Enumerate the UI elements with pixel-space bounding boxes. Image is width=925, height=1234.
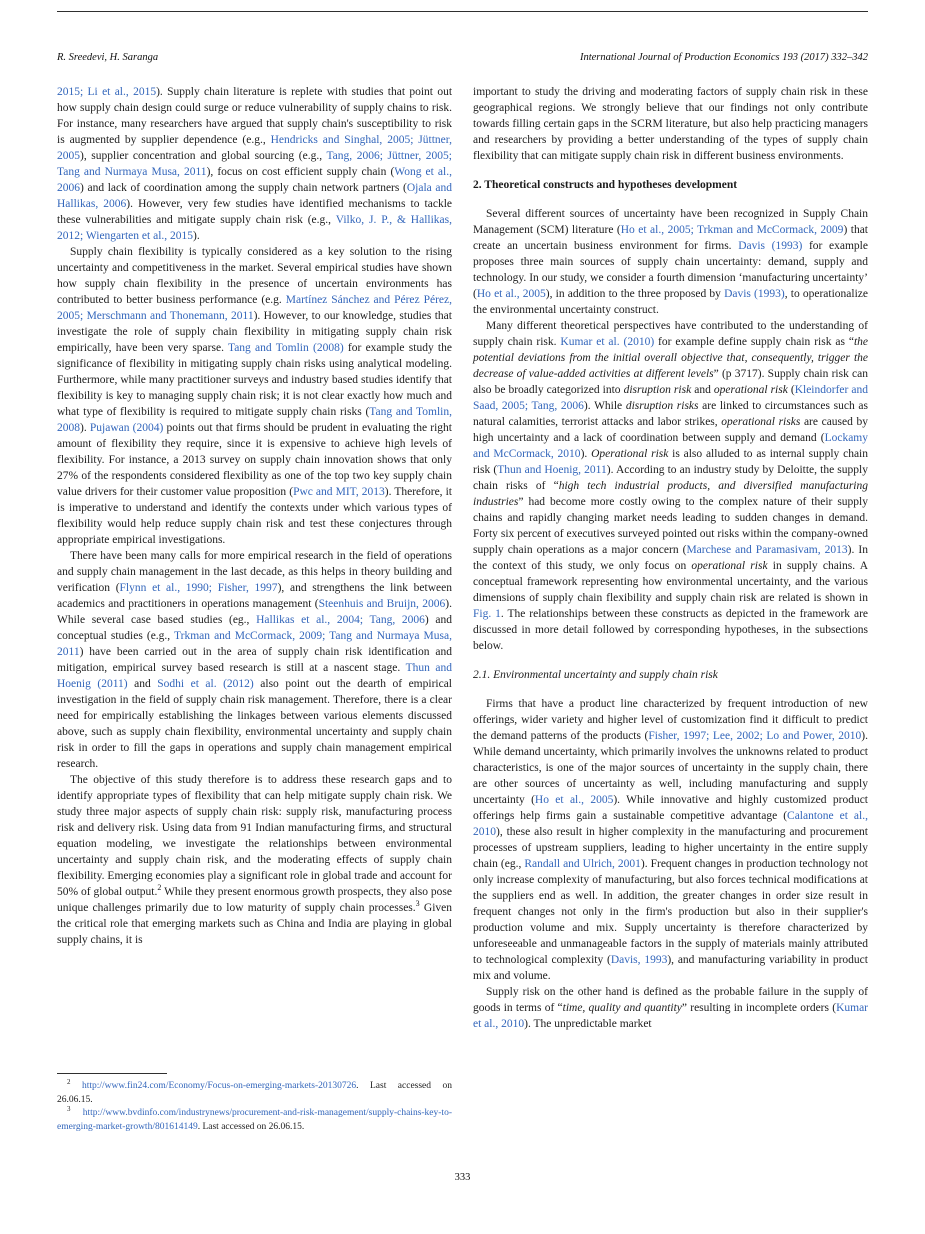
citation-link[interactable]: Lockamy and McCormack, 2010 [473,432,868,460]
footnote-marker[interactable]: 3 [415,899,420,909]
paragraph [473,984,868,1032]
page-number: 333 [454,1172,471,1183]
citation-link[interactable]: Ojala and Hallikas, 2006 [57,182,452,210]
text-run: ), supplier concentration and global sourcing (e.g., [80,150,327,162]
citation-link[interactable]: Randall and Ulrich, 2001 [524,858,641,870]
text-run: are caused by high uncertainty and a lack of coordination between supply and demand ( [473,416,869,444]
text-run: , to operationalize the environmental uncertainty construct. [473,288,869,316]
running-head-authors: R. Sreedevi, H. Saranga [57,52,159,63]
text-run: ), in addition to the three proposed by [545,288,725,300]
text-run: ). [80,422,90,434]
citation-link[interactable]: Hallikas et al., 2004; Tang, 2006 [256,614,425,626]
text-run: for example define supply chain risk as “ [654,336,854,348]
text-run: Several different sources of uncertainty have been recognized in Supply Chain Management (SCM) literature ( [473,208,868,236]
text-run: also point out the dearth of empirical investigation in the field of supply chain risk management. Therefore, there is a clear need for empirically establishing the linkages between various elements discussed above, such as supply chain flexibility, environmental uncertainty and supply chain risk in order to fill the gaps in operations and supply chain management empirical research. [57,678,452,770]
paragraph [57,772,452,948]
citation-link[interactable]: Pwc and MIT, 2013 [293,486,385,498]
citation-link[interactable]: Davis (1993) [738,240,803,252]
citation-link[interactable]: Tang and Tomlin (2008) [227,342,344,354]
text-run: Supply chain flexibility is typically considered as a key solution to the rising uncertainty and competitiveness in the market. Several empirical studies have shown how supply chain flexibility in the presence of uncertain environments has contributed to better business performance (e.g. [57,246,452,306]
paragraph [57,548,452,772]
citation-link[interactable]: Sodhi et al. (2012) [157,678,254,690]
citation-link[interactable]: Thun and Hoenig (2011) [57,662,452,690]
citation-link[interactable]: Flynn et al., 1990; Fisher, 1997 [119,582,278,594]
text-run: important to study the driving and moderating factors of supply chain risk in these geographical regions. We strongly believe that our findings not only contribute towards filling certain gaps in the SCRM literature, but also help practicing managers and researchers by providing a better understanding of the types of supply chain flexibility that can mitigate supply chain risk in different business environments. [473,86,868,162]
citation-link[interactable]: Ho et al., 2005 [534,794,614,806]
text-run: ) that create an uncertain business environment for firms. [473,224,868,252]
citation-link[interactable]: Ho et al., 2005 [476,288,546,300]
footnote-rule [57,1073,167,1074]
paragraph [473,318,868,654]
citation-link[interactable]: Davis (1993) [724,288,785,300]
footnote [57,1104,452,1134]
paragraph [473,206,868,318]
text-run: ). However, to our knowledge, studies that investigate the role of supply chain flexibility in mitigating supply chain risk empirically, have been very sparse. [57,310,452,354]
text-run: The objective of this study therefore is to address these research gaps and to identify appropriate types of flexibility that can help mitigate supply chain risk. We study three major aspects of supply chain risk: supply risk, manufacturing process risk and delivery risk. Using data from 91 Indian manufacturing firms, and structural equation modeling, we investigate the relationships between environmental uncertainty and supply chain risk, and the moderating effects of supply chain flexibility. Emerging economies play a significant role in global trade and account for 50% of global output. [57,774,452,898]
citation-link[interactable]: Ho et al., 2005; Trkman and McCormack, 2009 [620,224,844,236]
emphasis-text: operational risk [691,560,768,572]
text-run: ). In the context of this study, we only focus on [473,544,868,572]
text-run: ) and conceptual studies (e.g., [57,614,453,642]
text-run: ). Frequent changes in production technology not only increase complexity of manufacturing, but also forces technical modifications at the suppliers end as well. In addition, the greater changes in order size result in frequent changes not only in the firm's production but also in their supplier's production volume and mix. Supply uncertainty is therefore characterized by unforeseeable and unmanageable factors in the supply of materials mainly attributed to technological complexity ( [473,858,868,966]
text-run: ) and lack of coordination among the supply chain network partners ( [80,182,407,194]
text-run: for example study the significance of flexibility in mitigating supply chain risks using analytical modeling. Furthermore, while many practitioner surveys and industry based studies identify that flexibility is key to managing supply chain risk; it is not clear exactly how much and what type of flexibility is required to mitigate supply chain risks ( [57,342,452,418]
text-run: ). Therefore, it is imperative to understand and identify the contexts under which various types of flexibility would help reduce supply chain risk and test these conjectures through appropriate empirical investigations. [57,486,452,546]
text-run: Given the critical role that emerging markets such as China and India are playing in global supply chains, it is [57,902,452,946]
text-run: ( [787,384,795,396]
text-run: and [127,678,158,690]
text-run: ) have been carried out in the area of supply chain risk identification and mitigation, empirical survey based research is still at a nascent stage. [57,646,452,674]
text-run: ” resulting in incomplete orders ( [681,1002,837,1014]
citation-link[interactable]: Trkman and McCormack, 2009; Tang and Nurmaya Musa, 2011 [57,630,452,658]
emphasis-text: time, quality and quantity [562,1002,682,1014]
citation-link[interactable]: http://www.bvdinfo.com/industrynews/procurement-and-risk-management/supply-chains-key-to-emerging-market-growth/801614149 [57,1108,452,1132]
text-run: ” (p 3717). Supply chain risk can also be broadly categorized into [473,368,868,396]
paragraph [473,84,868,164]
section-heading: 2. Theoretical constructs and hypotheses development [473,179,738,191]
footnote-marker[interactable]: 2 [67,1077,71,1086]
emphasis-text: the potential deviations from the initial overall objective that, consequently, trigger the decrease of value-added activities at different levels [473,336,868,380]
text-run: ). While several case based studies (eg., [57,598,452,626]
text-run: Supply risk on the other hand is defined as the probable failure in the supply of goods in terms of “ [473,986,868,1014]
citation-link[interactable]: Pujawan (2004) [89,422,164,434]
text-run [71,1108,83,1118]
text-run: . Last accessed on 26.06.15. [197,1121,305,1132]
text-run: ), these also result in higher complexity in the manufacturing and procurement processes of upstream suppliers, leading to higher uncertainty in the entire supply chain (eg., [473,826,868,870]
text-run: While they present enormous growth prospects, they also pose unique challenges primarily due to low maturity of supply chain processes. [57,886,453,914]
footnote [57,1077,453,1107]
text-run: ), and strengthens the link between academics and practitioners in operations management ( [57,582,452,610]
text-run: ). While demand uncertainty, which primarily involves the unknowns related to product characteristics, is one of the major sources of uncertainty in the supply chain, there are other sources of uncertainty as well, including manufacturing and supply uncertainty ( [473,730,868,806]
text-run: ), focus on cost efficient supply chain ( [206,166,395,178]
text-run: is also alluded to as internal supply chain risk ( [473,448,868,476]
text-run: . The relationships between these constructs as depicted in the framework are discussed in more detail followed by corresponding hypotheses, in the subsections below. [473,608,869,652]
citation-link[interactable]: Tang and Tomlin, 2008 [57,406,452,434]
citation-link[interactable]: 2015; Li et al., 2015 [57,86,157,98]
text-run: ). While innovative and highly customized product offerings help firms gain a sustainable competitive advantage ( [473,794,868,822]
citation-link[interactable]: Davis, 1993 [610,954,668,966]
text-run: ). [580,448,592,460]
right-column [473,84,868,1032]
subsection-heading: 2.1. Environmental uncertainty and supply chain risk [473,669,718,681]
text-run: Firms that have a product line characterized by frequent introduction of new offerings, wider variety and higher level of customization find it difficult to predict the demand patterns of the products ( [473,698,868,742]
text-run [71,1081,82,1091]
text-run: are linked to circumstances such as natural calamities, terrorist attacks and labor strikes, [473,400,868,428]
text-run: ). Supply chain literature is replete with studies that point out how supply chain design could surge or reduce vulnerability of supply chains to risk. For instance, many researchers have argued that supply chain's susceptibility to risk is augmented by supplier dependence (e.g., [57,86,453,146]
left-column [57,84,452,948]
citation-link[interactable]: Marchese and Paramasivam, 2013 [686,544,848,556]
emphasis-text: operational risk [713,384,788,396]
text-run: Many different theoretical perspectives have contributed to the understanding of supply chain risk. [473,320,868,348]
paragraph [473,696,868,984]
text-run: ” had become more costly owing to the complex nature of their supply chains and rapidly changing market needs leading to sudden changes in demand. Forty six percent of executives surveyed pointed out risks within the company-owned supply chain operations as a major concern ( [473,496,868,556]
text-run: There have been many calls for more empirical research in the field of operations and supply chain management in the last decade, as this helps in theory building and verification ( [57,550,452,594]
citation-link[interactable]: Fig. 1 [473,608,501,620]
paragraph [57,84,452,244]
text-run: ). [193,230,200,242]
citation-link[interactable]: Kumar et al., 2010 [473,1002,868,1030]
citation-link[interactable]: Vilko, J. P., & Hallikas, 2012; Wiengarten et al., 2015 [57,214,452,242]
citation-link[interactable]: Hendricks and Singhal, 2005; Jüttner, 2005 [57,134,452,162]
footnote-marker[interactable]: 2 [157,883,162,893]
footnotes-section [57,1073,452,1134]
text-run: in supply chains. A conceptual framework representing how environmental uncertainty, and the various dimensions of supply chain flexibility and supply chain risk are related is shown in [473,560,868,604]
running-head-journal: International Journal of Production Economics 193 (2017) 332–342 [579,52,868,63]
citation-link[interactable]: Kumar et al. (2010) [560,336,655,348]
emphasis-text: disruption risks [625,400,699,412]
citation-link[interactable]: Tang, 2006; Jüttner, 2005; Tang and Nurmaya Musa, 2011 [57,150,452,178]
emphasis-text: operational risks [721,416,801,428]
text-run: for example proposes three main sources of supply chain uncertainty: demand, supply and technology. In our study, we consider a fourth dimension ‘manufacturing uncertainty’ ( [473,240,868,300]
text-run: and [691,384,714,396]
text-run: . Last accessed on 26.06.15. [57,1081,453,1105]
citation-link[interactable]: Wong et al., 2006 [57,166,452,194]
text-run: ). While [583,400,626,412]
citation-link[interactable]: Kleindorfer and Saad, 2005; Tang, 2006 [473,384,868,412]
emphasis-text: high tech industrial products, and diversified manufacturing industries [473,480,868,508]
text-run: ). The unpredictable market [524,1018,652,1030]
footnote-marker[interactable]: 3 [67,1104,71,1113]
citation-link[interactable]: http://www.fin24.com/Economy/Focus-on-emerging-markets-20130726 [81,1081,357,1091]
text-run: points out that firms should be prudent in evaluating the right amount of flexibility they require, since it is expensive to achieve high levels of flexibility. For instance, a 2013 survey on supply chain innovation shows that only 27% of the respondents considered flexibility as one of the top two key supply chain value drivers for their customer value proposition ( [57,422,452,498]
citation-link[interactable]: Steenhuis and Bruijn, 2006 [318,598,446,610]
citation-link[interactable]: Calantone et al., 2010 [473,810,868,838]
citation-link[interactable]: Thun and Hoenig, 2011 [497,464,607,476]
header-rule [57,11,868,12]
text-run: ). According to an industry study by Deloitte, the supply chain risks of “ [473,464,868,492]
running-head [57,52,868,63]
citation-link[interactable]: Martínez Sánchez and Pérez Pérez, 2005; Merschmann and Thonemann, 2011 [57,294,452,322]
paragraph [57,244,452,548]
emphasis-text: Operational risk [591,448,669,460]
citation-link[interactable]: Fisher, 1997; Lee, 2002; Lo and Power, 2010 [648,730,862,742]
text-run: ). However, very few studies have identified mechanisms to tackle these vulnerabilities and mitigate supply chain risk (e.g., [57,198,452,226]
emphasis-text: disruption risk [623,384,692,396]
text-run: ), and manufacturing variability in product mix and volume. [473,954,868,982]
